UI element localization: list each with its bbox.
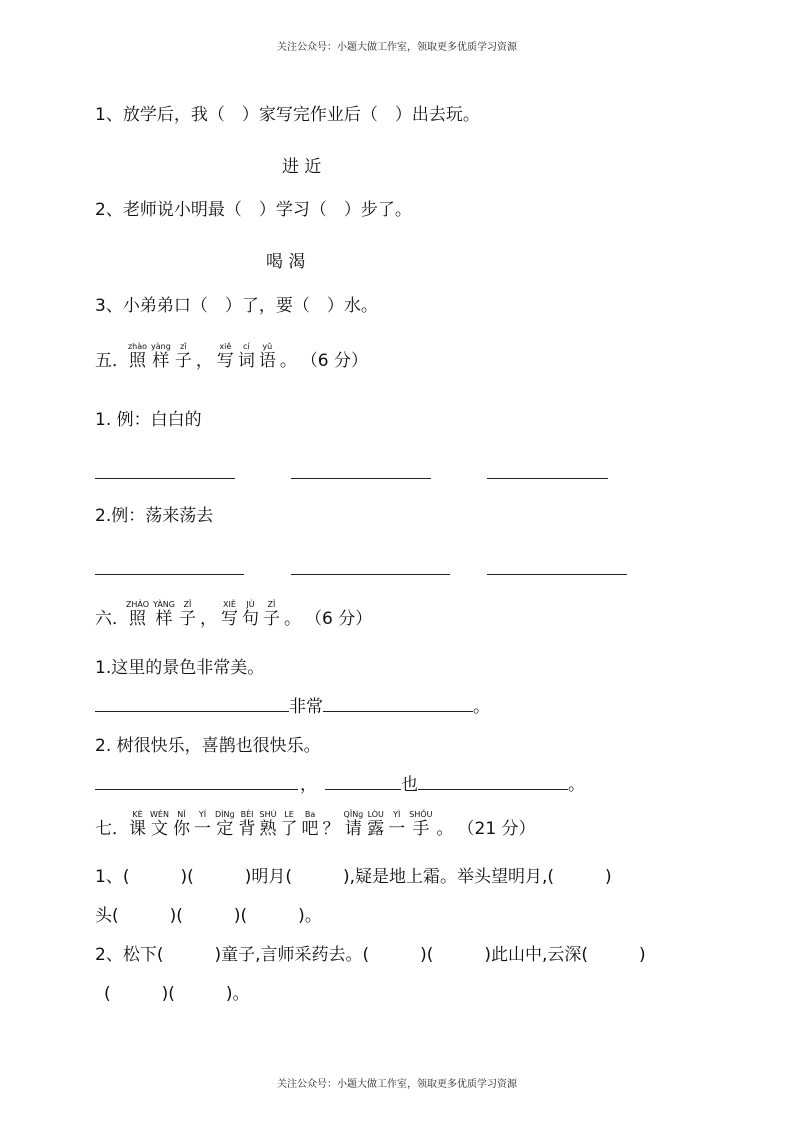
period: 。 [568,775,585,795]
section-6-title [95,600,372,629]
score-label: （6 分） [304,609,373,629]
poem-2-line-1: 2、松下( )童子,言师采药去。( )( )此山中,云深( ) [95,945,646,965]
title-char: 定DÌNɡ [214,810,235,839]
title-char: 课KÈ [129,810,146,839]
title-char: 子ZǏ [262,600,280,629]
example-6-1: 1.这里的景色非常美。 [95,658,265,678]
title-char: 手SHǑU [409,810,433,839]
word-ye: 也 [401,775,418,795]
question-4-1: 1、放学后，我（ ）家写完作业后（ ）出去玩。 [95,105,480,125]
title-char: ， [195,351,213,371]
title-char: 熟SHÚ [259,810,277,839]
title-char: 子ZǏ [178,600,196,629]
poem-2-line-2: ( )( )。 [104,984,250,1004]
page-header: 关注公众号：小题大做工作室，领取更多优质学习资源 [277,42,517,53]
title-char: 背BÈI [238,810,256,839]
answer-line[interactable] [95,574,244,575]
title-char: 露LÒU [367,810,385,839]
fill-6-2 [95,774,585,796]
answer-line[interactable] [418,775,568,790]
example-6-2: 2. 树很快乐，喜鹊也很快乐。 [95,736,321,756]
example-5-1: 1. 例：白白的 [95,410,202,430]
section-number: 六． [95,609,129,629]
page-footer: 关注公众号：小题大做工作室，领取更多优质学习资源 [277,1079,517,1090]
title-char: 你NǏ [172,810,190,839]
title-char: 样yàng [151,342,171,371]
answer-line[interactable] [323,697,473,712]
answer-line[interactable] [325,775,401,790]
title-char: 。 [283,609,301,629]
question-4-2: 2、老师说小明最（ ）学习（ ）步了。 [95,200,412,220]
title-char: 文WÉN [150,810,169,839]
title-char: 照ZHÀO [125,600,150,629]
section-number: 七． [95,819,129,839]
title-char: 了LE [280,810,298,839]
score-label: （6 分） [300,351,369,371]
title-char: 一YÌ [388,810,406,839]
title-char: 子zǐ [174,342,192,371]
poem-1-line-1: 1、( )( )明月( ),疑是地上霜。举头望明月,( ) [95,867,612,887]
title-char: 一YÍ [193,810,211,839]
section-7-title [95,810,536,839]
answer-line[interactable] [487,478,608,479]
title-char: 照zhào [127,342,148,371]
score-label: （21 分） [457,819,536,839]
title-char: 写xiě [216,342,234,371]
title-char: 。 [279,351,297,371]
period: 。 [473,697,490,717]
choices-4-1: 进 近 [282,157,322,177]
answer-line[interactable] [291,478,431,479]
example-5-2: 2.例：荡来荡去 [95,506,214,526]
section-number: 五． [95,351,129,371]
answer-line[interactable] [291,574,450,575]
answer-line[interactable] [95,775,298,790]
question-4-3: 3、小弟弟口（ ）了，要（ ）水。 [95,296,378,316]
title-char: ？ [322,819,340,839]
answer-line[interactable] [95,478,235,479]
title-char: ， [199,609,217,629]
title-char: 请QǏNɡ [343,810,364,839]
poem-1-line-2: 头( )( )( )。 [95,906,322,926]
title-char: 语yǔ [258,342,276,371]
word-feichang: 非常 [289,697,323,717]
choices-4-2: 喝 渴 [266,252,306,272]
comma: ， [300,775,317,795]
title-char: 吧Ba [301,810,319,839]
title-char: 写XIĚ [220,600,238,629]
section-5-title [95,342,368,371]
fill-6-1 [95,696,490,718]
title-char: 样YÀNG [153,600,175,629]
title-char: 句JÙ [241,600,259,629]
title-char: 。 [436,819,454,839]
title-char: 词cí [237,342,255,371]
answer-line[interactable] [95,697,289,712]
answer-line[interactable] [487,574,627,575]
